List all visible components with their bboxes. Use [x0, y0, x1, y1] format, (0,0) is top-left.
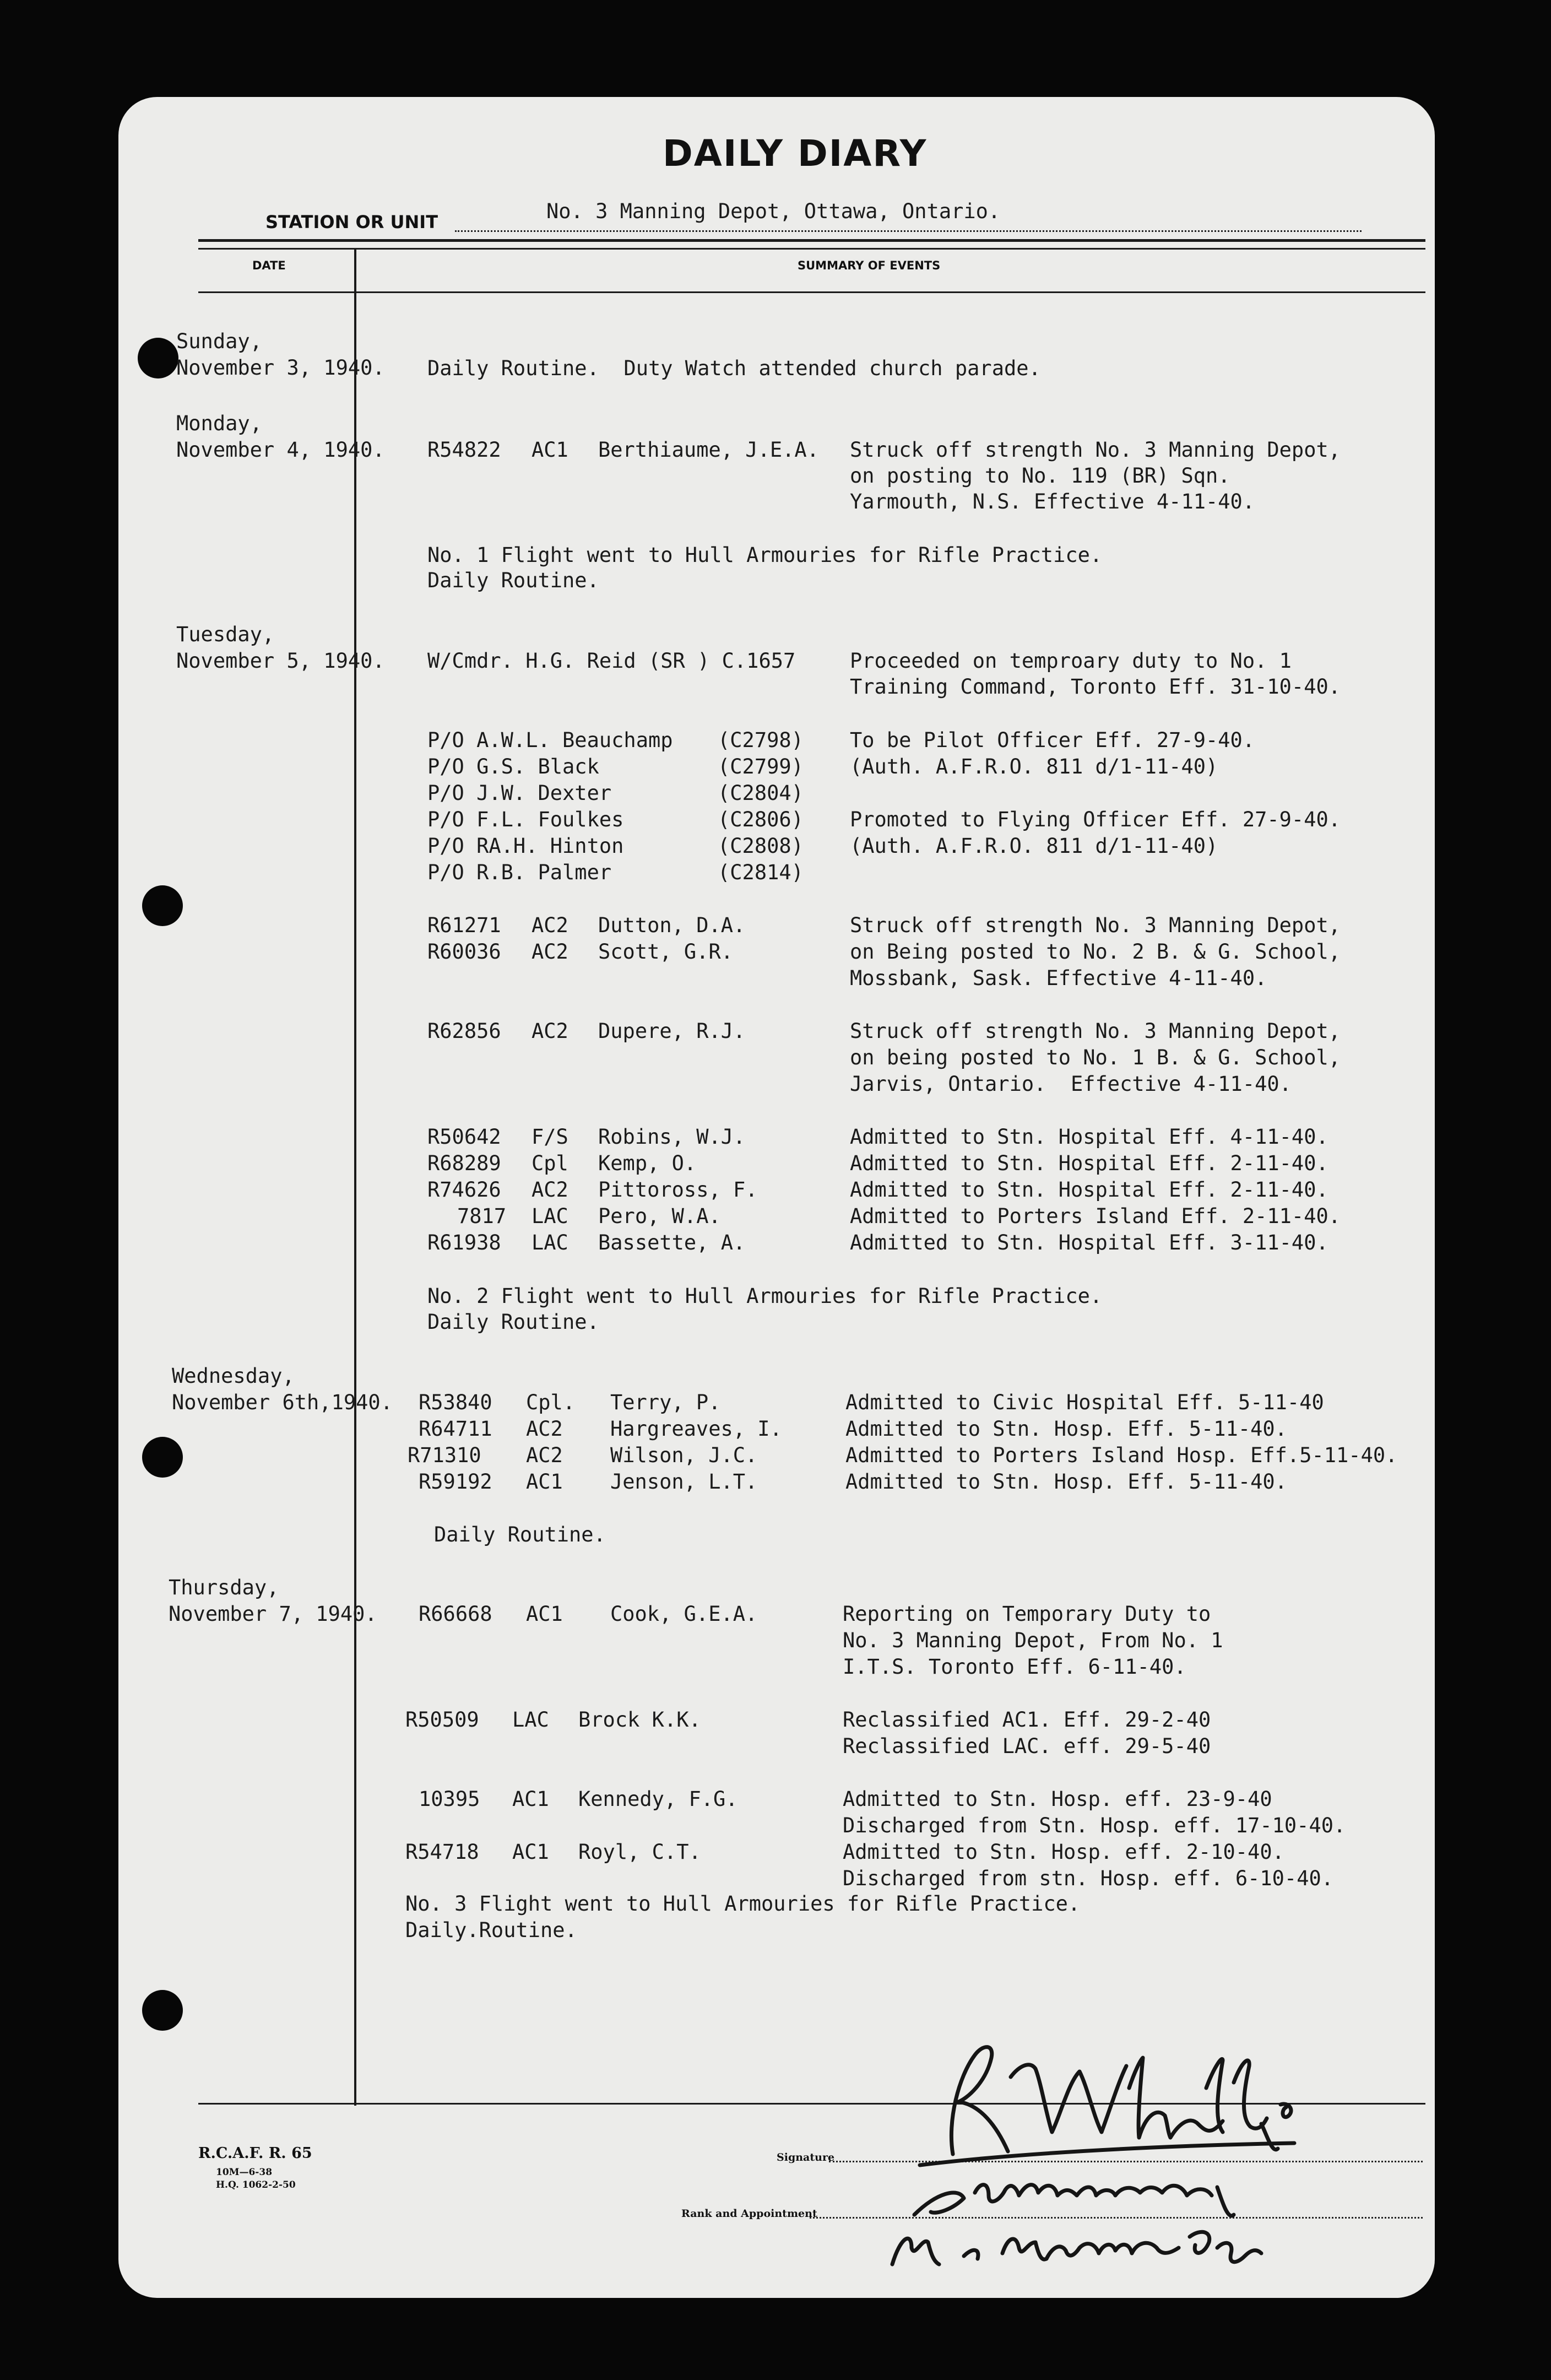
event-text: Admitted to Porters Island Eff. 2-11-40.	[850, 1204, 1341, 1228]
service-number: (C2804)	[718, 781, 804, 805]
form-title: DAILY DIARY	[663, 132, 928, 175]
person-name: Kennedy, F.G.	[578, 1787, 738, 1811]
event-text: To be Pilot Officer Eff. 27-9-40.	[850, 728, 1255, 752]
rank: AC2	[532, 1019, 568, 1043]
rank: AC1	[526, 1470, 563, 1494]
rank: AC1	[512, 1840, 549, 1864]
service-number: (C2799)	[718, 755, 804, 778]
rank: AC2	[532, 1178, 568, 1202]
rank: Cpl	[532, 1151, 568, 1175]
person-name: P/O J.W. Dexter	[427, 781, 612, 805]
service-number: 10395	[419, 1787, 480, 1811]
event-text: Proceeded on temproary duty to No. 1	[850, 649, 1292, 673]
event-text: Training Command, Toronto Eff. 31-10-40.	[850, 675, 1341, 699]
print-code: H.Q. 1062-2-50	[216, 2179, 296, 2190]
event-text: Admitted to Stn. Hospital Eff. 4-11-40.	[850, 1125, 1328, 1149]
event-text: Discharged from Stn. Hosp. eff. 17-10-40.	[843, 1814, 1346, 1837]
event-text: No. 3 Flight went to Hull Armouries for Rifle Practice.	[405, 1892, 1081, 1916]
date-full: November 3, 1940.	[176, 356, 385, 380]
person-name: Robins, W.J.	[598, 1125, 746, 1149]
event-text: (Auth. A.F.R.O. 811 d/1-11-40)	[850, 755, 1218, 778]
service-number: R61938	[427, 1231, 501, 1254]
event-text: No. 3 Manning Depot, From No. 1	[843, 1629, 1223, 1652]
date-day: Thursday,	[169, 1576, 279, 1599]
service-number: (C2806)	[718, 808, 804, 831]
event-text: Mossbank, Sask. Effective 4-11-40.	[850, 966, 1267, 990]
event-text: Admitted to Stn. Hospital Eff. 2-11-40.	[850, 1178, 1328, 1202]
service-number: R68289	[427, 1151, 501, 1175]
person-name: Kemp, O.	[598, 1151, 697, 1175]
service-number: R74626	[427, 1178, 501, 1202]
event-text: Reporting on Temporary Duty to	[843, 1602, 1211, 1626]
service-number: R54718	[405, 1840, 479, 1864]
person-name: Pero, W.A.	[598, 1204, 721, 1228]
date-full: November 4, 1940.	[176, 438, 385, 462]
person-name: W/Cmdr. H.G. Reid (SR ) C.1657	[427, 649, 796, 673]
date-full: November 7, 1940.	[169, 1602, 377, 1626]
date-full: November 6th,1940.	[172, 1391, 393, 1414]
form-number: R.C.A.F. R. 65	[198, 2145, 312, 2162]
person-name: P/O R.B. Palmer	[427, 861, 612, 884]
service-number: R71310	[408, 1443, 481, 1467]
event-text: Daily Routine.	[427, 569, 599, 592]
event-text: Jarvis, Ontario. Effective 4-11-40.	[850, 1072, 1292, 1096]
person-name: Bassette, A.	[598, 1231, 746, 1254]
station-label: STATION OR UNIT	[265, 212, 438, 232]
person-name: Terry, P.	[610, 1391, 721, 1414]
service-number: R54822	[427, 438, 501, 462]
person-name: Pittoross, F.	[598, 1178, 758, 1202]
service-number: (C2814)	[718, 861, 804, 884]
date-day: Monday,	[176, 412, 262, 435]
person-name: Hargreaves, I.	[610, 1417, 782, 1441]
person-name: Cook, G.E.A.	[610, 1602, 758, 1626]
event-text: Promoted to Flying Officer Eff. 27-9-40.	[850, 808, 1341, 831]
event-text: Admitted to Stn. Hosp. eff. 2-10-40.	[843, 1840, 1284, 1864]
person-name: Jenson, L.T.	[610, 1470, 758, 1494]
rank: AC2	[532, 940, 568, 964]
binder-hole	[142, 1437, 183, 1478]
binder-hole	[142, 1990, 183, 2031]
person-name: P/O F.L. Foulkes	[427, 808, 624, 831]
event-text: on Being posted to No. 2 B. & G. School,	[850, 940, 1341, 964]
event-text: Yarmouth, N.S. Effective 4-11-40.	[850, 490, 1255, 513]
event-text: Struck off strength No. 3 Manning Depot,	[850, 438, 1341, 462]
event-text: No. 2 Flight went to Hull Armouries for Rifle Practice.	[427, 1284, 1103, 1308]
header-rule-top	[198, 239, 1425, 242]
summary-column-header: SUMMARY OF EVENTS	[798, 259, 941, 272]
binder-hole	[142, 885, 183, 926]
rank: Cpl.	[526, 1391, 576, 1414]
service-number: R50642	[427, 1125, 501, 1149]
event-text: Struck off strength No. 3 Manning Depot,	[850, 1019, 1341, 1043]
event-text: Daily.Routine.	[405, 1918, 577, 1942]
rank: AC2	[526, 1443, 563, 1467]
event-text: on being posted to No. 1 B. & G. School,	[850, 1046, 1341, 1069]
service-number: R66668	[419, 1602, 492, 1626]
date-column-header: DATE	[252, 259, 286, 272]
service-number: R64711	[419, 1417, 492, 1441]
service-number: R59192	[419, 1470, 492, 1494]
rank: AC1	[526, 1602, 563, 1626]
event-text: No. 1 Flight went to Hull Armouries for Rifle Practice.	[427, 543, 1103, 567]
event-text: on posting to No. 119 (BR) Sqn.	[850, 464, 1230, 488]
date-full: November 5, 1940.	[176, 649, 385, 673]
person-name: P/O RA.H. Hinton	[427, 834, 624, 858]
person-name: Dupere, R.J.	[598, 1019, 746, 1043]
service-number: (C2808)	[718, 834, 804, 858]
event-text: Admitted to Civic Hospital Eff. 5-11-40	[845, 1391, 1324, 1414]
rank: AC2	[532, 913, 568, 937]
person-name: Dutton, D.A.	[598, 913, 746, 937]
signature-label: Signature	[777, 2151, 835, 2163]
rank: LAC	[532, 1204, 568, 1228]
station-dotted-line	[455, 230, 1362, 232]
service-number: (C2798)	[718, 728, 804, 752]
person-name: P/O G.S. Black	[427, 755, 599, 778]
event-text: Admitted to Stn. Hospital Eff. 3-11-40.	[850, 1231, 1328, 1254]
event-text: Discharged from stn. Hosp. eff. 6-10-40.	[843, 1867, 1334, 1890]
service-number: 7817	[457, 1204, 507, 1228]
event-text: Daily Routine.	[434, 1523, 606, 1546]
rank: AC1	[532, 438, 568, 462]
service-number: R53840	[419, 1391, 492, 1414]
event-text: Admitted to Stn. Hospital Eff. 2-11-40.	[850, 1151, 1328, 1175]
event-text: I.T.S. Toronto Eff. 6-11-40.	[843, 1655, 1186, 1679]
binder-hole	[138, 338, 178, 378]
service-number: R61271	[427, 913, 501, 937]
person-name: Berthiaume, J.E.A.	[598, 438, 819, 462]
rank: AC2	[526, 1417, 563, 1441]
rank: LAC	[512, 1708, 549, 1732]
event-text: Admitted to Stn. Hosp. Eff. 5-11-40.	[845, 1417, 1287, 1441]
event-text: Admitted to Stn. Hosp. eff. 23-9-40	[843, 1787, 1272, 1811]
date-day: Wednesday,	[172, 1364, 295, 1388]
person-name: Royl, C.T.	[578, 1840, 701, 1864]
rank: F/S	[532, 1125, 568, 1149]
header-rule-second	[198, 248, 1425, 250]
station-value: No. 3 Manning Depot, Ottawa, Ontario.	[546, 199, 1001, 223]
person-name: Wilson, J.C.	[610, 1443, 758, 1467]
rank: AC1	[512, 1787, 549, 1811]
column-header-rule	[198, 291, 1425, 293]
service-number: R62856	[427, 1019, 501, 1043]
date-day: Sunday,	[176, 329, 262, 353]
date-day: Tuesday,	[176, 623, 275, 646]
service-number: R60036	[427, 940, 501, 964]
person-name: Brock K.K.	[578, 1708, 701, 1732]
event-text: Reclassified LAC. eff. 29-5-40	[843, 1734, 1211, 1758]
handwritten-signature	[870, 2005, 1311, 2275]
event-text: Daily Routine.	[427, 1310, 599, 1334]
event-text: (Auth. A.F.R.O. 811 d/1-11-40)	[850, 834, 1218, 858]
event-text: Daily Routine. Duty Watch attended church parade.	[427, 356, 1041, 380]
event-text: Struck off strength No. 3 Manning Depot,	[850, 913, 1341, 937]
event-text: Admitted to Porters Island Hosp. Eff.5-11-40.	[845, 1443, 1398, 1467]
person-name: P/O A.W.L. Beauchamp	[427, 728, 673, 752]
rank-label: Rank and Appointment	[681, 2208, 817, 2220]
rank: LAC	[532, 1231, 568, 1254]
person-name: Scott, G.R.	[598, 940, 734, 964]
print-code: 10M—6-38	[216, 2167, 273, 2178]
column-divider	[354, 248, 356, 2106]
event-text: Reclassified AC1. Eff. 29-2-40	[843, 1708, 1211, 1732]
service-number: R50509	[405, 1708, 479, 1732]
event-text: Admitted to Stn. Hosp. Eff. 5-11-40.	[845, 1470, 1287, 1494]
